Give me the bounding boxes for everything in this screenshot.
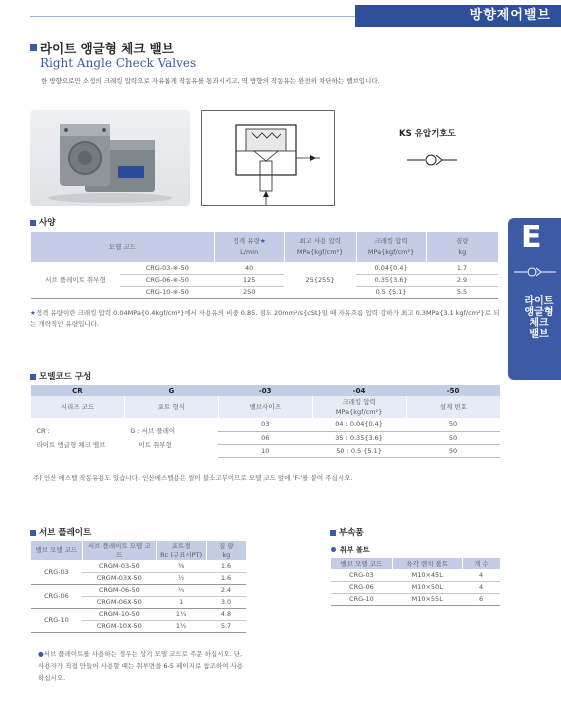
- accessories-table: [330, 558, 500, 606]
- table-cell: 250: [214, 286, 284, 298]
- spec-note: ★정격 유량이란 크래킹 압력 0.04MPa{0.4kgf/cm²}에서 사용유의 비중 0.85, 점도 20mm²/s{cSt}일 때 자유흐름 압력 강하가 최고 0.3MPa{3.1 kgf/cm²}로 되는 개략적인 유량입니다.: [30, 309, 500, 328]
- table-cell: 10: [218, 444, 312, 457]
- table-cell: 1.6: [206, 560, 246, 572]
- product-title-en: Right Angle Check Valves: [40, 56, 197, 70]
- spec-marker: [30, 220, 36, 226]
- table-cell: CRGM-06-50: [82, 584, 156, 596]
- check-valve-symbol-icon: [407, 148, 457, 174]
- ks-symbol-label: KS 유압기호도: [399, 129, 456, 139]
- table-cell: CRGM-03X-50: [82, 572, 156, 584]
- table-cell: 1¼: [156, 608, 206, 620]
- table-cell: 0.35{3.6}: [356, 274, 426, 286]
- table-cell: 03: [218, 418, 312, 431]
- table-cell: 4.8: [206, 608, 246, 620]
- spec-max-pressure: 25{255}: [284, 262, 356, 298]
- spec-table: [30, 232, 498, 299]
- table-cell: 125: [214, 274, 284, 286]
- sub-plate-title: 서브 플레이트: [39, 528, 92, 538]
- code-label: 시리즈 코드: [31, 396, 125, 418]
- table-cell: 0.04{0.4}: [356, 262, 426, 274]
- table-cell: 4: [462, 581, 500, 593]
- code-label: 밸브사이즈: [218, 396, 312, 418]
- table-cell: M10×45L: [392, 569, 462, 581]
- table-cell: 2.4: [206, 584, 246, 596]
- model-code-marker: [30, 374, 36, 380]
- table-cell: CRG-06-※-50: [120, 274, 214, 286]
- header-rule: [30, 16, 360, 17]
- sp-header-port: 포트경 Rc (구표시PT): [156, 541, 206, 560]
- section-side-tab: [508, 218, 561, 380]
- table-cell: 1.6: [206, 572, 246, 584]
- code-label: 설계 번호: [406, 396, 500, 418]
- sub-plate-note: ●서브 플레이트를 사용하는 경우는 상기 모델 코드로 주문 하십시오. 단, 사용자가 직접 만들어 사용할 때는 취부면을 6-5 페이지로 참조하여 사용 하십시오.: [38, 650, 244, 682]
- sub-plate-marker: [30, 530, 36, 536]
- side-tab-valve-icon: [514, 264, 556, 282]
- model-code-title: 모델코드 구성: [39, 372, 92, 382]
- spec-header-pressure: 최고 사용 압력 MPa{kgf/cm²}: [284, 232, 356, 262]
- table-cell: 1: [156, 596, 206, 608]
- spec-header-model: 모델 코드: [31, 232, 215, 262]
- table-cell: 2.9: [426, 274, 498, 286]
- sp-header-weight: 질 량 kg: [206, 541, 246, 560]
- valve-photo-illustration: [30, 110, 190, 206]
- acc-header-model: 밸브 모델 코드: [331, 558, 393, 569]
- code-part: -03: [218, 385, 312, 396]
- table-cell: ⅜: [156, 560, 206, 572]
- spec-header-flow: 정격 유량★ L/min: [214, 232, 284, 262]
- acc-header-bolt: 육각 렌치 볼트: [392, 558, 462, 569]
- valve-section-drawing: [202, 111, 334, 205]
- table-cell: 4: [462, 569, 500, 581]
- table-cell: 40: [214, 262, 284, 274]
- table-cell: ¾: [156, 584, 206, 596]
- table-cell: 06: [218, 431, 312, 444]
- table-cell: CRG-03: [31, 560, 83, 584]
- side-tab-letter: E: [521, 220, 542, 255]
- table-cell: CRGM-06X-50: [82, 596, 156, 608]
- category-label: 방향제어밸브: [355, 5, 561, 27]
- table-cell: CRGM-03-50: [82, 560, 156, 572]
- sp-header-valve: 밸브 모델 코드: [31, 541, 83, 560]
- table-cell: ½: [156, 572, 206, 584]
- spec-title: 사양: [39, 218, 56, 228]
- side-tab-text: 라이트 앵글형 체크 밸브: [524, 296, 554, 340]
- table-cell: 50: [406, 444, 500, 457]
- spec-header-cracking: 크래킹 압력 MPa{kgf/cm²}: [356, 232, 426, 262]
- table-cell: CRGM-10-50: [82, 608, 156, 620]
- product-description: 한 방향으로만 소정의 크래킹 압력으로 자유롭게 작동유를 통과시키고, 역 방향의 작동유는 완전히 차단하는 밸브입니다.: [41, 77, 380, 85]
- table-cell: CRG-06: [31, 584, 83, 608]
- table-cell: 35 : 0.35{3.6}: [312, 431, 406, 444]
- code-label-cracking: 크래킹 압력 MPa{kgf/cm²}: [312, 396, 406, 418]
- cross-section-diagram: [201, 110, 335, 206]
- table-cell: 50 : 0.5 {5.1}: [312, 444, 406, 457]
- table-cell: 50: [406, 418, 500, 431]
- table-cell: 0.5 {5.1}: [356, 286, 426, 298]
- spec-header-weight: 질량 kg: [426, 232, 498, 262]
- table-cell: 04 : 0.04{0.4}: [312, 418, 406, 431]
- accessories-title: 부속품: [339, 528, 364, 538]
- table-cell: 1½: [156, 620, 206, 632]
- bullet-icon: [331, 547, 336, 552]
- code-part: G: [124, 385, 218, 396]
- series-code-cell: CR : 라이트 앵글형 체크 밸브: [36, 426, 106, 449]
- table-cell: 50: [406, 431, 500, 444]
- table-cell: CRG-10: [31, 608, 83, 632]
- spec-group-label: 서브 플레이트 취부형: [31, 262, 121, 298]
- header-band: [0, 5, 561, 27]
- code-label: 포트 형식: [124, 396, 218, 418]
- table-cell: 3.0: [206, 596, 246, 608]
- table-cell: CRG-10: [331, 593, 393, 605]
- product-title-kr: 라이트 앵글형 체크 밸브: [40, 41, 174, 56]
- table-cell: CRGM-10X-50: [82, 620, 156, 632]
- title-marker: [30, 44, 37, 51]
- accessories-subtitle: 취부 볼트: [340, 546, 370, 554]
- code-part: CR: [31, 385, 125, 396]
- code-part: -04: [312, 385, 406, 396]
- port-code-cell: G : 서브 플레이 이트 취부형: [130, 426, 176, 449]
- sp-header-plate: 서브 플레이트 모델 코드: [82, 541, 156, 560]
- table-cell: M10×55L: [392, 593, 462, 605]
- table-cell: CRG-03-※-50: [120, 262, 214, 274]
- table-cell: CRG-06: [331, 581, 393, 593]
- table-cell: CRG-10-※-50: [120, 286, 214, 298]
- sub-plate-table: [30, 541, 246, 633]
- product-photo: [30, 110, 190, 206]
- model-code-note: 주) 인산 에스텔 작동유용도 있습니다. 인산에스텔용은 씰이 불소고무이므로 모델 코드 앞에 'F-'를 붙여 주십시오.: [33, 474, 353, 482]
- table-cell: CRG-03: [331, 569, 393, 581]
- code-part: -50: [406, 385, 500, 396]
- table-cell: 1.7: [426, 262, 498, 274]
- model-code-table: [30, 385, 500, 458]
- table-cell: 5.7: [206, 620, 246, 632]
- acc-header-qty: 개 수: [462, 558, 500, 569]
- accessories-marker: [330, 530, 336, 536]
- table-cell: M10×50L: [392, 581, 462, 593]
- table-cell: 5.5: [426, 286, 498, 298]
- table-cell: 6: [462, 593, 500, 605]
